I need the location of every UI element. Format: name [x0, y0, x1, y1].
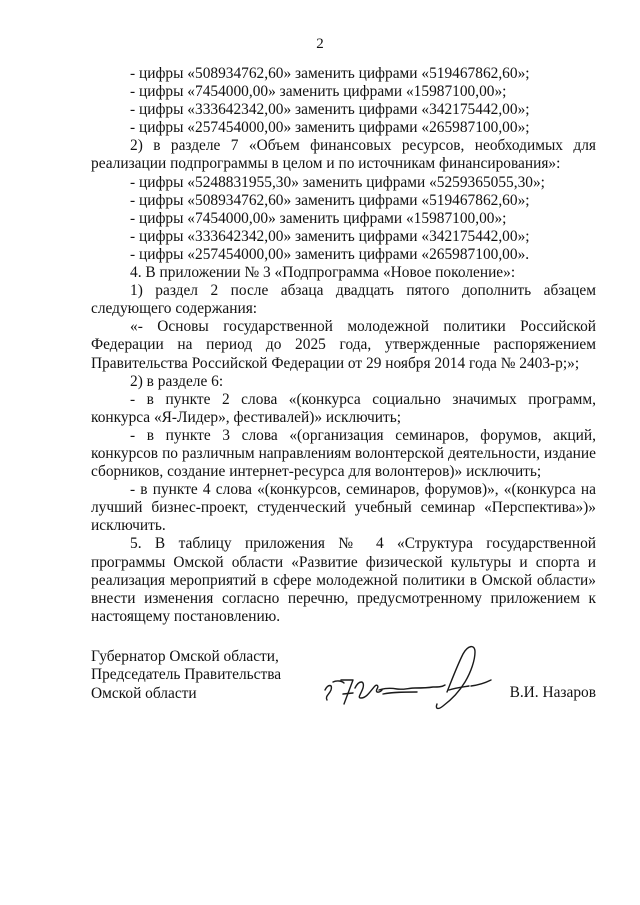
paragraph: - цифры «257454000,00» заменить цифрами «265987100,00». [130, 245, 530, 263]
paragraph: - цифры «508934762,60» заменить цифрами «519467862,60»; [130, 191, 530, 209]
paragraph: - цифры «7454000,00» заменить цифрами «15987100,00»; [130, 209, 507, 227]
paragraph: 4. В приложении № 3 «Подпрограмма «Новое поколение»: [130, 264, 516, 282]
document-body [91, 65, 596, 626]
paragraph: 2) в разделе 7 «Объем финансовых ресурсов, необходимых для реализации подпрограммы в целом и по источникам финансирования»: [91, 137, 596, 173]
handwritten-signature [321, 642, 501, 712]
paragraph: - в пункте 3 слова «(организация семинаров, форумов, акций, конкурсов по различным направлениям волонтерской деятельности, издание сборников, создание интернет-ресурса для волонтеров)» исключить; [91, 426, 596, 481]
signer-title-line: Губернатор Омской области, [91, 648, 279, 665]
paragraph: 2) в разделе 6: [130, 372, 224, 390]
paragraph: 5. В таблицу приложения № 4 «Структура государственной программы Омской области «Развитие физической культуры и спорта и реализация мероприятий в сфере молодежной политики в Омской области» внести изменения согласно перечню, предусмотренному приложением к настоящему постановлению. [91, 535, 596, 625]
signer-title-line: Омской области [91, 684, 197, 702]
paragraph: - в пункте 2 слова «(конкурса социально значимых программ, конкурса «Я-Лидер», фестивалей)» исключить; [91, 390, 596, 426]
page-number: 2 [316, 36, 324, 52]
paragraph: 1) раздел 2 после абзаца двадцать пятого дополнить абзацем следующего содержания: [91, 282, 596, 318]
paragraph: - цифры «333642342,00» заменить цифрами «342175442,00»; [130, 227, 530, 245]
signature-block [91, 648, 596, 728]
signer-title [91, 648, 281, 703]
paragraph: - в пункте 4 слова «(конкурсов, семинаров, форумов)», «(конкурса на лучший бизнес-проект, студенческий учебный семинар «Перспектива»)» исключить. [91, 481, 596, 535]
signer-title-line: Председатель Правительства [91, 666, 282, 684]
signer-name: В.И. Назаров [509, 684, 596, 701]
paragraph: - цифры «257454000,00» заменить цифрами «265987100,00»; [130, 119, 530, 137]
paragraph: - цифры «7454000,00» заменить цифрами «15987100,00»; [130, 83, 507, 101]
paragraph: - цифры «333642342,00» заменить цифрами «342175442,00»; [130, 101, 530, 119]
paragraph: - цифры «508934762,60» заменить цифрами «519467862,60»; [130, 65, 530, 82]
paragraph: «- Основы государственной молодежной политики Российской Федерации на период до 2025 года, утвержденные распоряжением Правительства Российской Федерации от 29 ноября 2014 года № 2403-р;»; [91, 318, 596, 372]
paragraph: - цифры «5248831955,30» заменить цифрами «5259365055,30»; [130, 173, 545, 191]
